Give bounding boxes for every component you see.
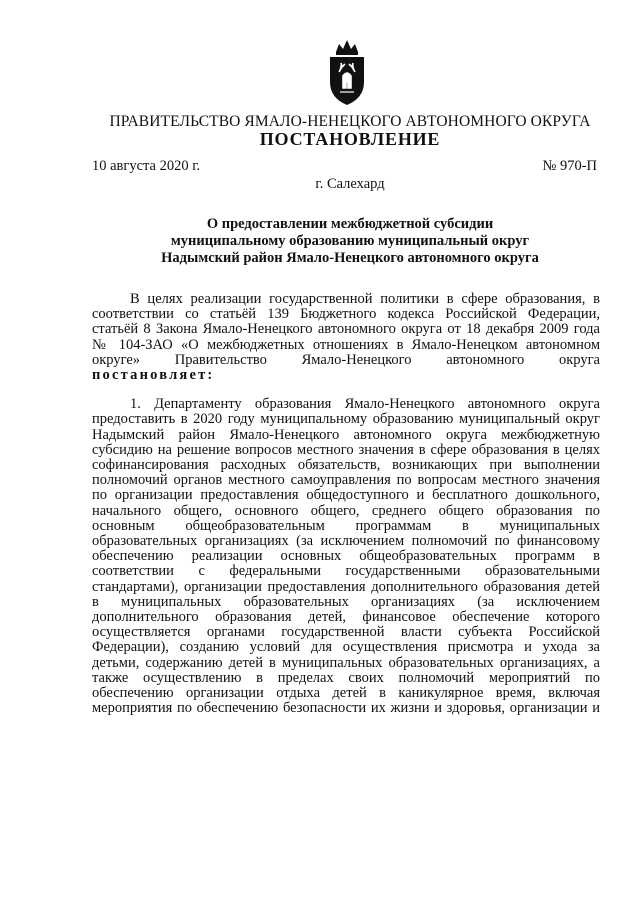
- text-line: детьми, содержанию детей в муниципальных образовательных организациях, а: [92, 654, 600, 671]
- text-line: В целях реализации государственной политики в сфере образования, в: [130, 291, 600, 307]
- text-line: округе» Правительство Ямало-Ненецкого автономного округа: [92, 351, 600, 368]
- text-line: софинансирования расходных обязательств, возникающих при выполнении: [92, 457, 600, 474]
- title-line: Надымский район Ямало-Ненецкого автономного округа: [161, 250, 539, 266]
- text-line: предоставить в 2020 году муниципальному образованию муниципальный округ: [92, 411, 600, 428]
- text-line: стандартами), организации предоставления дополнительного образования детей: [92, 578, 600, 595]
- text-line: обеспечению организации отдыха детей в каникулярное время, включая: [92, 685, 600, 702]
- text-line: основным общеобразовательным программам в муниципальных: [92, 517, 600, 534]
- document-type-title: ПОСТАНОВЛЕНИЕ: [259, 129, 441, 149]
- text-line: Надымский район Ямало-Ненецкого автономного округа межбюджетную: [92, 426, 600, 443]
- decree-title: [100, 216, 600, 267]
- text-line: статьёй 8 Закона Ямало-Ненецкого автономного округа от 18 декабря 2009 года: [92, 321, 600, 338]
- decree-number: № 970-П: [542, 158, 597, 174]
- text-line: образовательных организациях (за исключением полномочий по финансовому: [92, 533, 600, 550]
- text-line: Федерации), созданию условий для осуществления присмотра и ухода за: [92, 639, 600, 656]
- text-line: соответствии с федеральными государственными образовательными: [92, 563, 600, 580]
- text-line: по организации предоставления общедоступного и бесплатного дошкольного,: [92, 487, 600, 504]
- text-line: субсидию на решение вопросов местного значения в сфере образования в целях: [92, 441, 600, 458]
- paragraph-1: [92, 397, 600, 716]
- text-line: в муниципальных образовательных организациях (за исключением: [92, 593, 600, 610]
- decree-body: [92, 292, 600, 716]
- issue-city: г. Салехард: [315, 176, 385, 192]
- text-line: также осуществлению в пределах своих полномочий мероприятий по: [92, 669, 600, 686]
- text-line: осуществляется органами государственной власти субъекта Российской: [92, 624, 600, 641]
- text-line: 1. Департаменту образования Ямало-Ненецкого автономного округа: [130, 396, 600, 413]
- text-line: обеспечению реализации основных общеобразовательных программ в: [92, 548, 600, 565]
- title-line: О предоставлении межбюджетной субсидии: [206, 216, 494, 232]
- text-line: полномочий органов местного самоуправления по вопросам местного значения: [92, 472, 600, 489]
- title-line: муниципальному образованию муниципальный округ: [170, 233, 530, 249]
- text-line: № 104-ЗАО «О межбюджетных отношениях в Ямало-Ненецком автономном: [92, 336, 600, 353]
- text-line: дополнительного образования детей, финансовое обеспечение которого: [92, 609, 600, 626]
- text-line: соответствии со статьёй 139 Бюджетного кодекса Российской Федерации,: [92, 306, 600, 323]
- text-line: начального общего, основного общего, среднего общего образования по: [92, 502, 600, 519]
- coat-of-arms-emblem: [324, 38, 370, 108]
- decree-word: постановляет:: [92, 367, 215, 384]
- government-name: ПРАВИТЕЛЬСТВО ЯМАЛО-НЕНЕЦКОГО АВТОНОМНОГО ОКРУГА: [109, 113, 591, 130]
- decree-date: 10 августа 2020 г.: [92, 158, 201, 174]
- text-line: мероприятия по обеспечению безопасности их жизни и здоровья, организации и: [92, 700, 600, 717]
- preamble-paragraph: [92, 292, 600, 383]
